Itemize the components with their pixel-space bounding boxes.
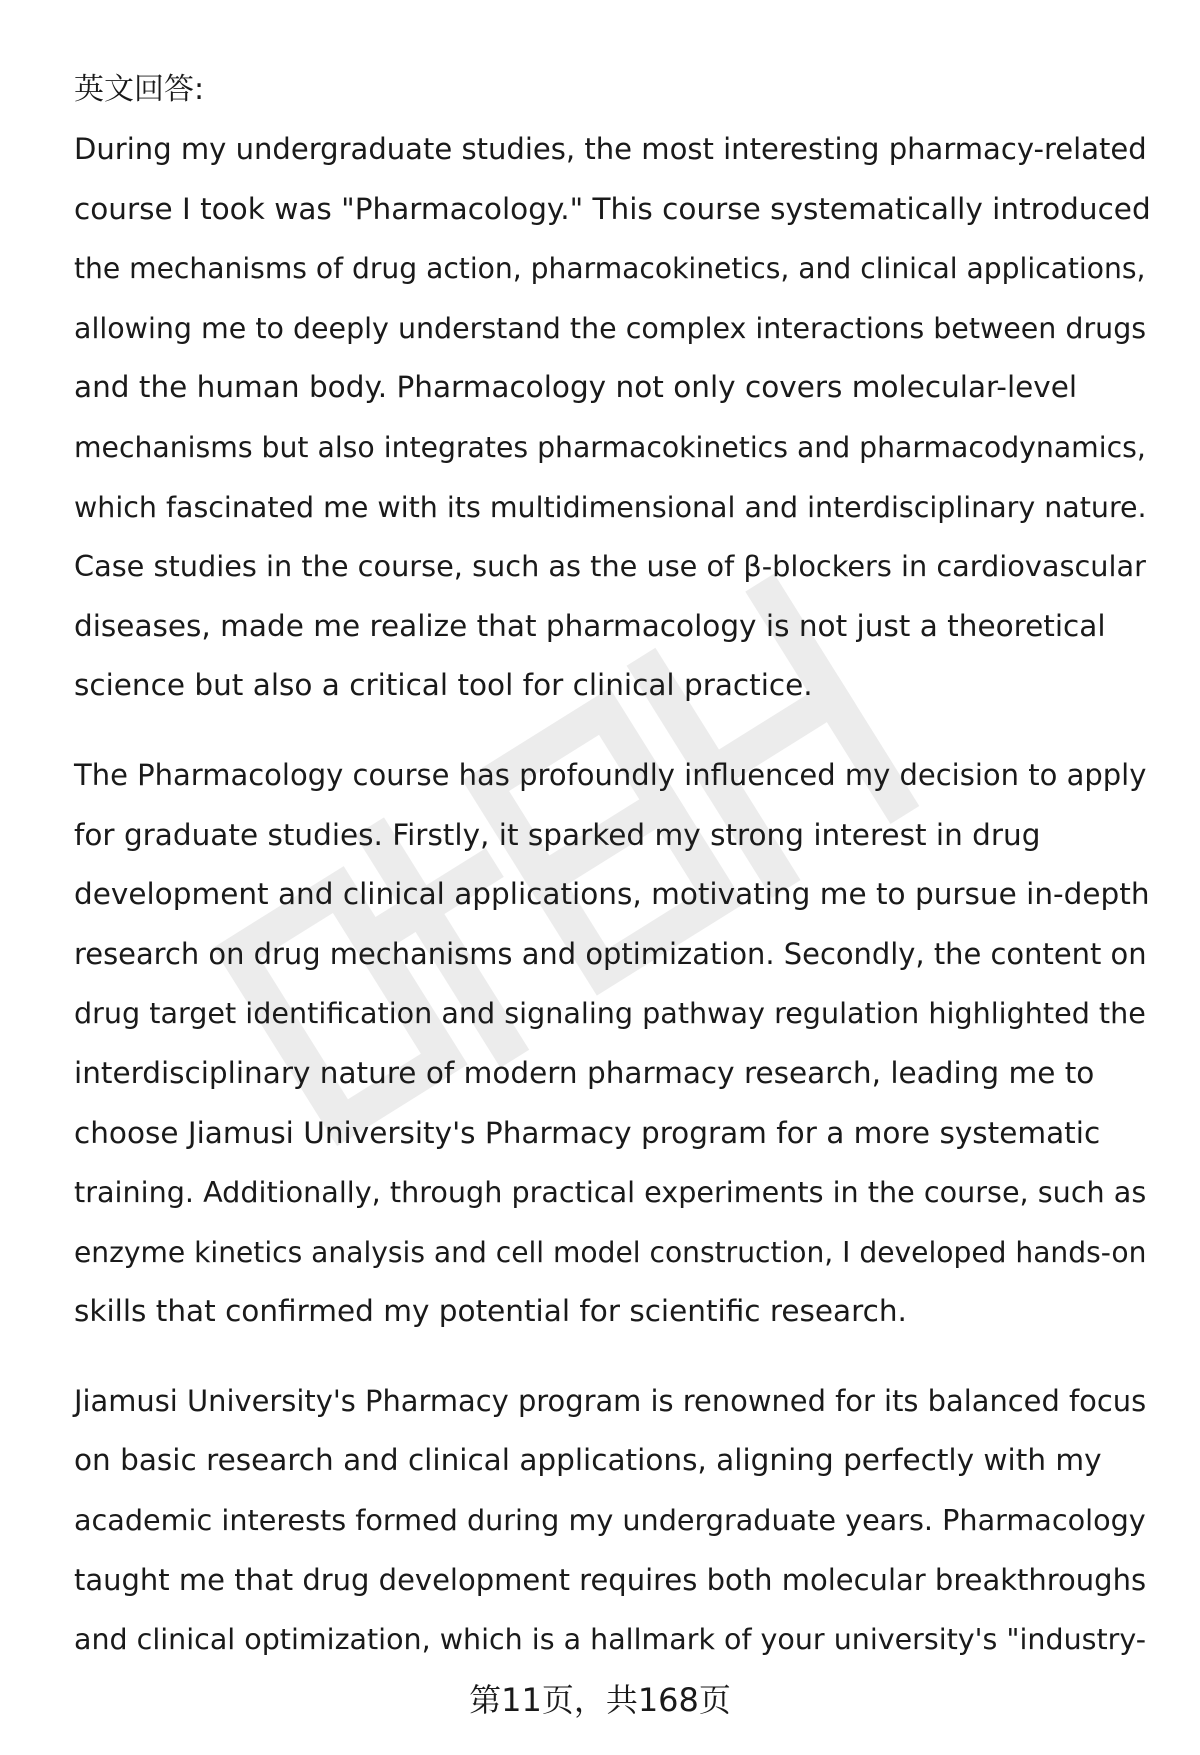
paragraph-1	[74, 120, 1154, 716]
paragraph-line: on basic research and clinical applications, aligning perfectly with my	[74, 1443, 1102, 1478]
paragraph-line: which fascinated me with its multidimensional and interdisciplinary nature.	[74, 490, 1147, 524]
paragraph-line: The Pharmacology course has profoundly influenced my decision to apply	[74, 757, 1147, 792]
paragraph-line: the mechanisms of drug action, pharmacokinetics, and clinical applications,	[74, 252, 1146, 286]
paragraph-line: diseases, made me realize that pharmacology is not just a theoretical	[74, 608, 1106, 643]
paragraph-line: for graduate studies. Firstly, it sparked my strong interest in drug	[74, 817, 1041, 852]
paragraph-line: research on drug mechanisms and optimization. Secondly, the content on	[74, 936, 1147, 971]
paragraph-2	[74, 746, 1154, 1342]
paragraph-line: taught me that drug development requires both molecular breakthroughs	[74, 1562, 1147, 1597]
paragraph-line: choose Jiamusi University's Pharmacy program for a more systematic	[74, 1115, 1101, 1150]
paragraph-line: Case studies in the course, such as the use of β-blockers in cardiovascular	[74, 549, 1146, 584]
paragraph-line: skills that confirmed my potential for scientific research.	[74, 1294, 907, 1329]
paragraph-line: and clinical optimization, which is a hallmark of your university's "industry-	[74, 1623, 1147, 1657]
document-body	[74, 60, 1154, 1700]
paragraph-line: development and clinical applications, motivating me to pursue in-depth	[74, 877, 1150, 912]
paragraph-line: academic interests formed during my undergraduate years. Pharmacology	[74, 1503, 1146, 1538]
paragraph-line: training. Additionally, through practical experiments in the course, such as	[74, 1175, 1147, 1210]
paragraph-line: allowing me to deeply understand the complex interactions between drugs	[74, 311, 1147, 345]
page-number-footer: 第11页，共168页	[469, 1681, 731, 1719]
paragraph-line: interdisciplinary nature of modern pharmacy research, leading me to	[74, 1055, 1095, 1090]
paragraph-line: and the human body. Pharmacology not only covers molecular-level	[74, 370, 1078, 405]
paragraph-3	[74, 1372, 1154, 1670]
paragraph-line: drug target identification and signaling pathway regulation highlighted the	[74, 996, 1146, 1031]
paragraph-line: science but also a critical tool for clinical practice.	[74, 668, 813, 703]
answer-heading: 英文回答:	[74, 72, 205, 107]
paragraph-line: course I took was "Pharmacology." This course systematically introduced	[74, 191, 1151, 226]
paragraph-line: During my undergraduate studies, the most interesting pharmacy-related	[74, 132, 1147, 166]
paragraph-line: enzyme kinetics analysis and cell model construction, I developed hands-on	[74, 1235, 1147, 1269]
paragraph-line: Jiamusi University's Pharmacy program is renowned for its balanced focus	[74, 1383, 1147, 1418]
paragraph-line: mechanisms but also integrates pharmacokinetics and pharmacodynamics,	[74, 430, 1146, 464]
